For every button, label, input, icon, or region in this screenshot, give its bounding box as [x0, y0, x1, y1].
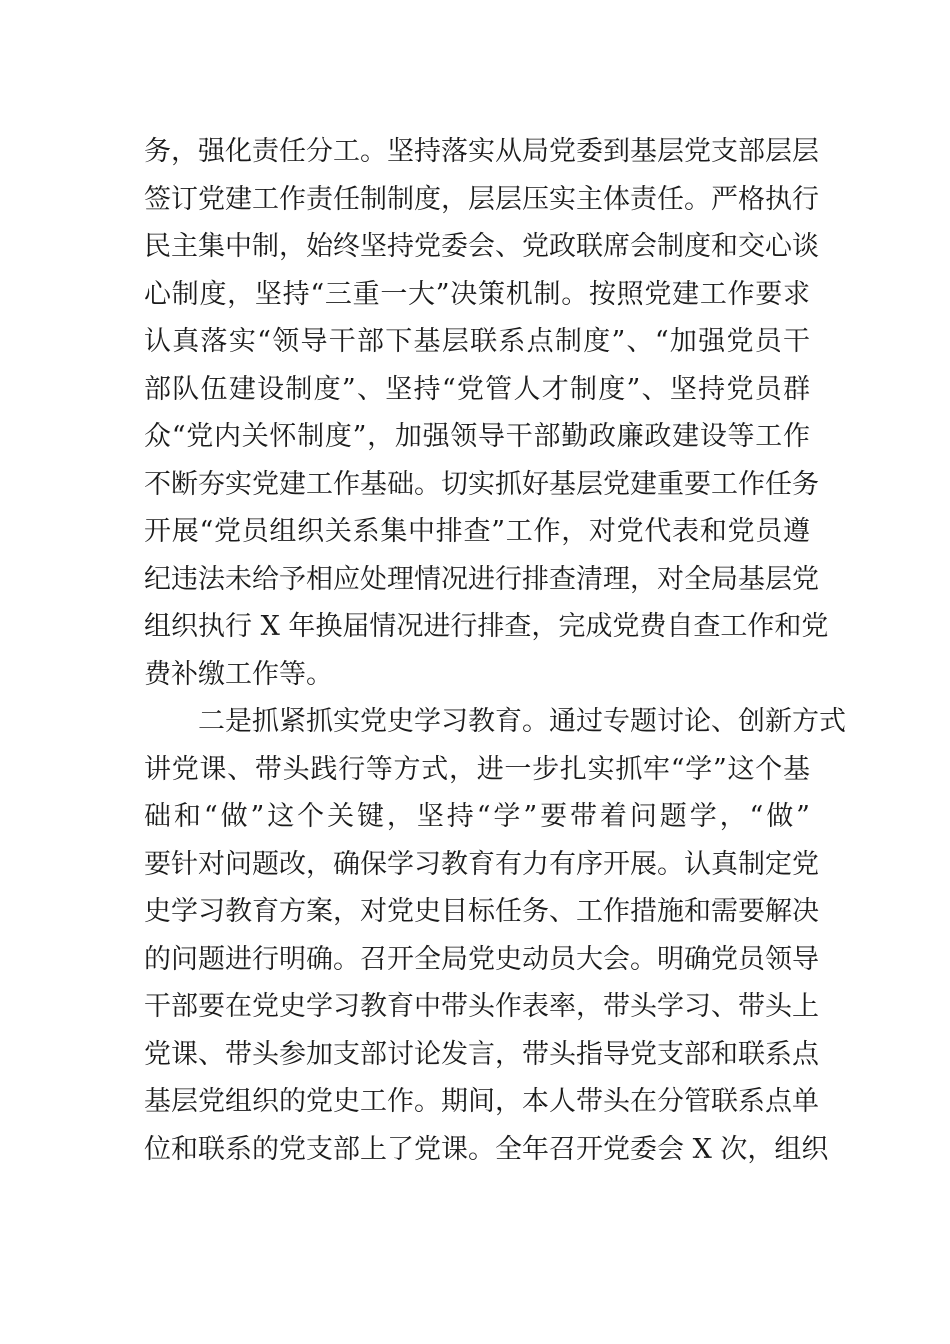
text-line: 的问题进行明确。召开全局党史动员大会。明确党员领导	[144, 943, 819, 975]
text-line: 讲党课、带头践行等方式，进一步扎实抓牢“学”这个基	[144, 753, 810, 785]
paragraph-1	[144, 128, 829, 698]
text-line: 要针对问题改，确保学习教育有力有序开展。认真制定党	[144, 848, 819, 880]
text-line: 纪违法未给予相应处理情况进行排查清理，对全局基层党	[144, 563, 819, 595]
text-line: 开展“党员组织关系集中排查”工作，对党代表和党员遵	[144, 516, 810, 547]
text-line: 础和“做”这个关键，坚持“学”要带着问题学，“做”	[144, 801, 810, 832]
text-line: 部队伍建设制度”、坚持“党管人才制度”、坚持党员群	[144, 373, 810, 405]
text-line: 费补缴工作等。	[144, 658, 333, 690]
text-line: 民主集中制，始终坚持党委会、党政联席会制度和交心谈	[144, 231, 819, 262]
text-line: 干部要在党史学习教育中带头作表率，带头学习、带头上	[144, 991, 819, 1022]
document-body	[144, 128, 846, 1173]
text-line: 不断夯实党建工作基础。切实抓好基层党建重要工作任务	[144, 468, 819, 500]
text-line: 组织执行 X 年换届情况进行排查，完成党费自查工作和党	[144, 611, 829, 642]
text-line: 签订党建工作责任制制度，层层压实主体责任。严格执行	[144, 183, 819, 215]
text-line: 二是抓紧抓实党史学习教育。通过专题讨论、创新方式	[198, 706, 846, 737]
text-line: 基层党组织的党史工作。期间，本人带头在分管联系点单	[144, 1086, 819, 1117]
text-line: 位和联系的党支部上了党课。全年召开党委会 X 次，组织	[144, 1133, 829, 1165]
text-line: 党课、带头参加支部讨论发言，带头指导党支部和联系点	[144, 1038, 819, 1070]
text-line: 务，强化责任分工。坚持落实从局党委到基层党支部层层	[144, 136, 819, 167]
text-line: 众“党内关怀制度”，加强领导干部勤政廉政建设等工作	[144, 421, 810, 452]
text-line: 认真落实“领导干部下基层联系点制度”、“加强党员干	[144, 326, 810, 357]
text-line: 心制度，坚持“三重一大”决策机制。按照党建工作要求	[144, 278, 810, 310]
text-line: 史学习教育方案，对党史目标任务、工作措施和需要解决	[144, 896, 819, 927]
paragraph-2	[144, 698, 846, 1173]
